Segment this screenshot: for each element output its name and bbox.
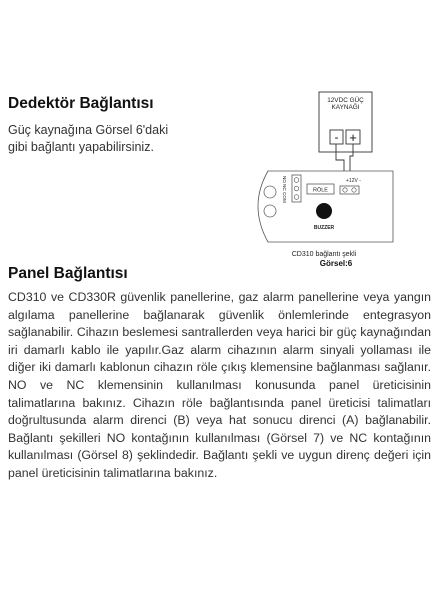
minus-terminal-label: -	[334, 130, 339, 144]
buzzer	[316, 203, 332, 219]
panel-section-body: CD310 ve CD330R güvenlik panellerine, gaz alarm panellerine veya yangın algılama panellerine bağlanarak güvenlik önlemlerinde entegrasyon sağlanabilir. Cihazın beslemesi santrallerden veya harici bir güç kaynağından iri damarlı kablo ile yapılır.Gaz alarm cihazının alarm sinyali yollaması ile diğer iki damarlı kablonun cihazın röle çıkış klemensine bağlanması sağlanır. NO ve NC klemensinin kullanılması konusunda panel üreticisinin talimatlarına bakınız. Cihazın röle bağlantısında panel üreticisi talimatları doğrultusunda alarm direnci (B) veya hat sonucu direnci (A) bağlanabilir. Bağlantı şekilleri NO kontağının kullanılması (Görsel 7) ve NC kontağının kullanılması (Görsel 8) şeklindedir. Bağlantı şekli ve uygun direnç değeri için panel üreticisinin talimatlarına bakınız.	[8, 290, 431, 480]
figure-label: Görsel:6	[319, 259, 353, 268]
detector-section-body: Güç kaynağına Görsel 6'daki gibi bağlantı yapabilirsiniz.	[8, 123, 169, 154]
panel-section-title: Panel Bağlantısı	[8, 265, 128, 282]
device-board	[258, 171, 393, 242]
mounting-hole	[264, 186, 276, 198]
power-supply-label-line2: KAYNAĞI	[331, 104, 360, 111]
power-terminal-label: +12V -	[346, 178, 361, 184]
nc-com-no-label: NO NC COM	[282, 176, 287, 203]
relay-label: RÖLE	[313, 187, 328, 194]
connection-diagram	[248, 86, 400, 286]
mounting-hole	[264, 205, 276, 217]
detector-section-title: Dedektör Bağlantısı	[8, 95, 154, 112]
relay-terminal-block	[292, 175, 301, 202]
power-supply-label-line1: 12VDC GÜÇ	[327, 97, 364, 104]
plus-terminal-label: +	[349, 130, 357, 145]
diagram-caption: CD310 bağlantı şekli	[291, 251, 357, 258]
power-supply-box	[319, 92, 372, 152]
buzzer-label: BUZZER	[313, 225, 335, 231]
